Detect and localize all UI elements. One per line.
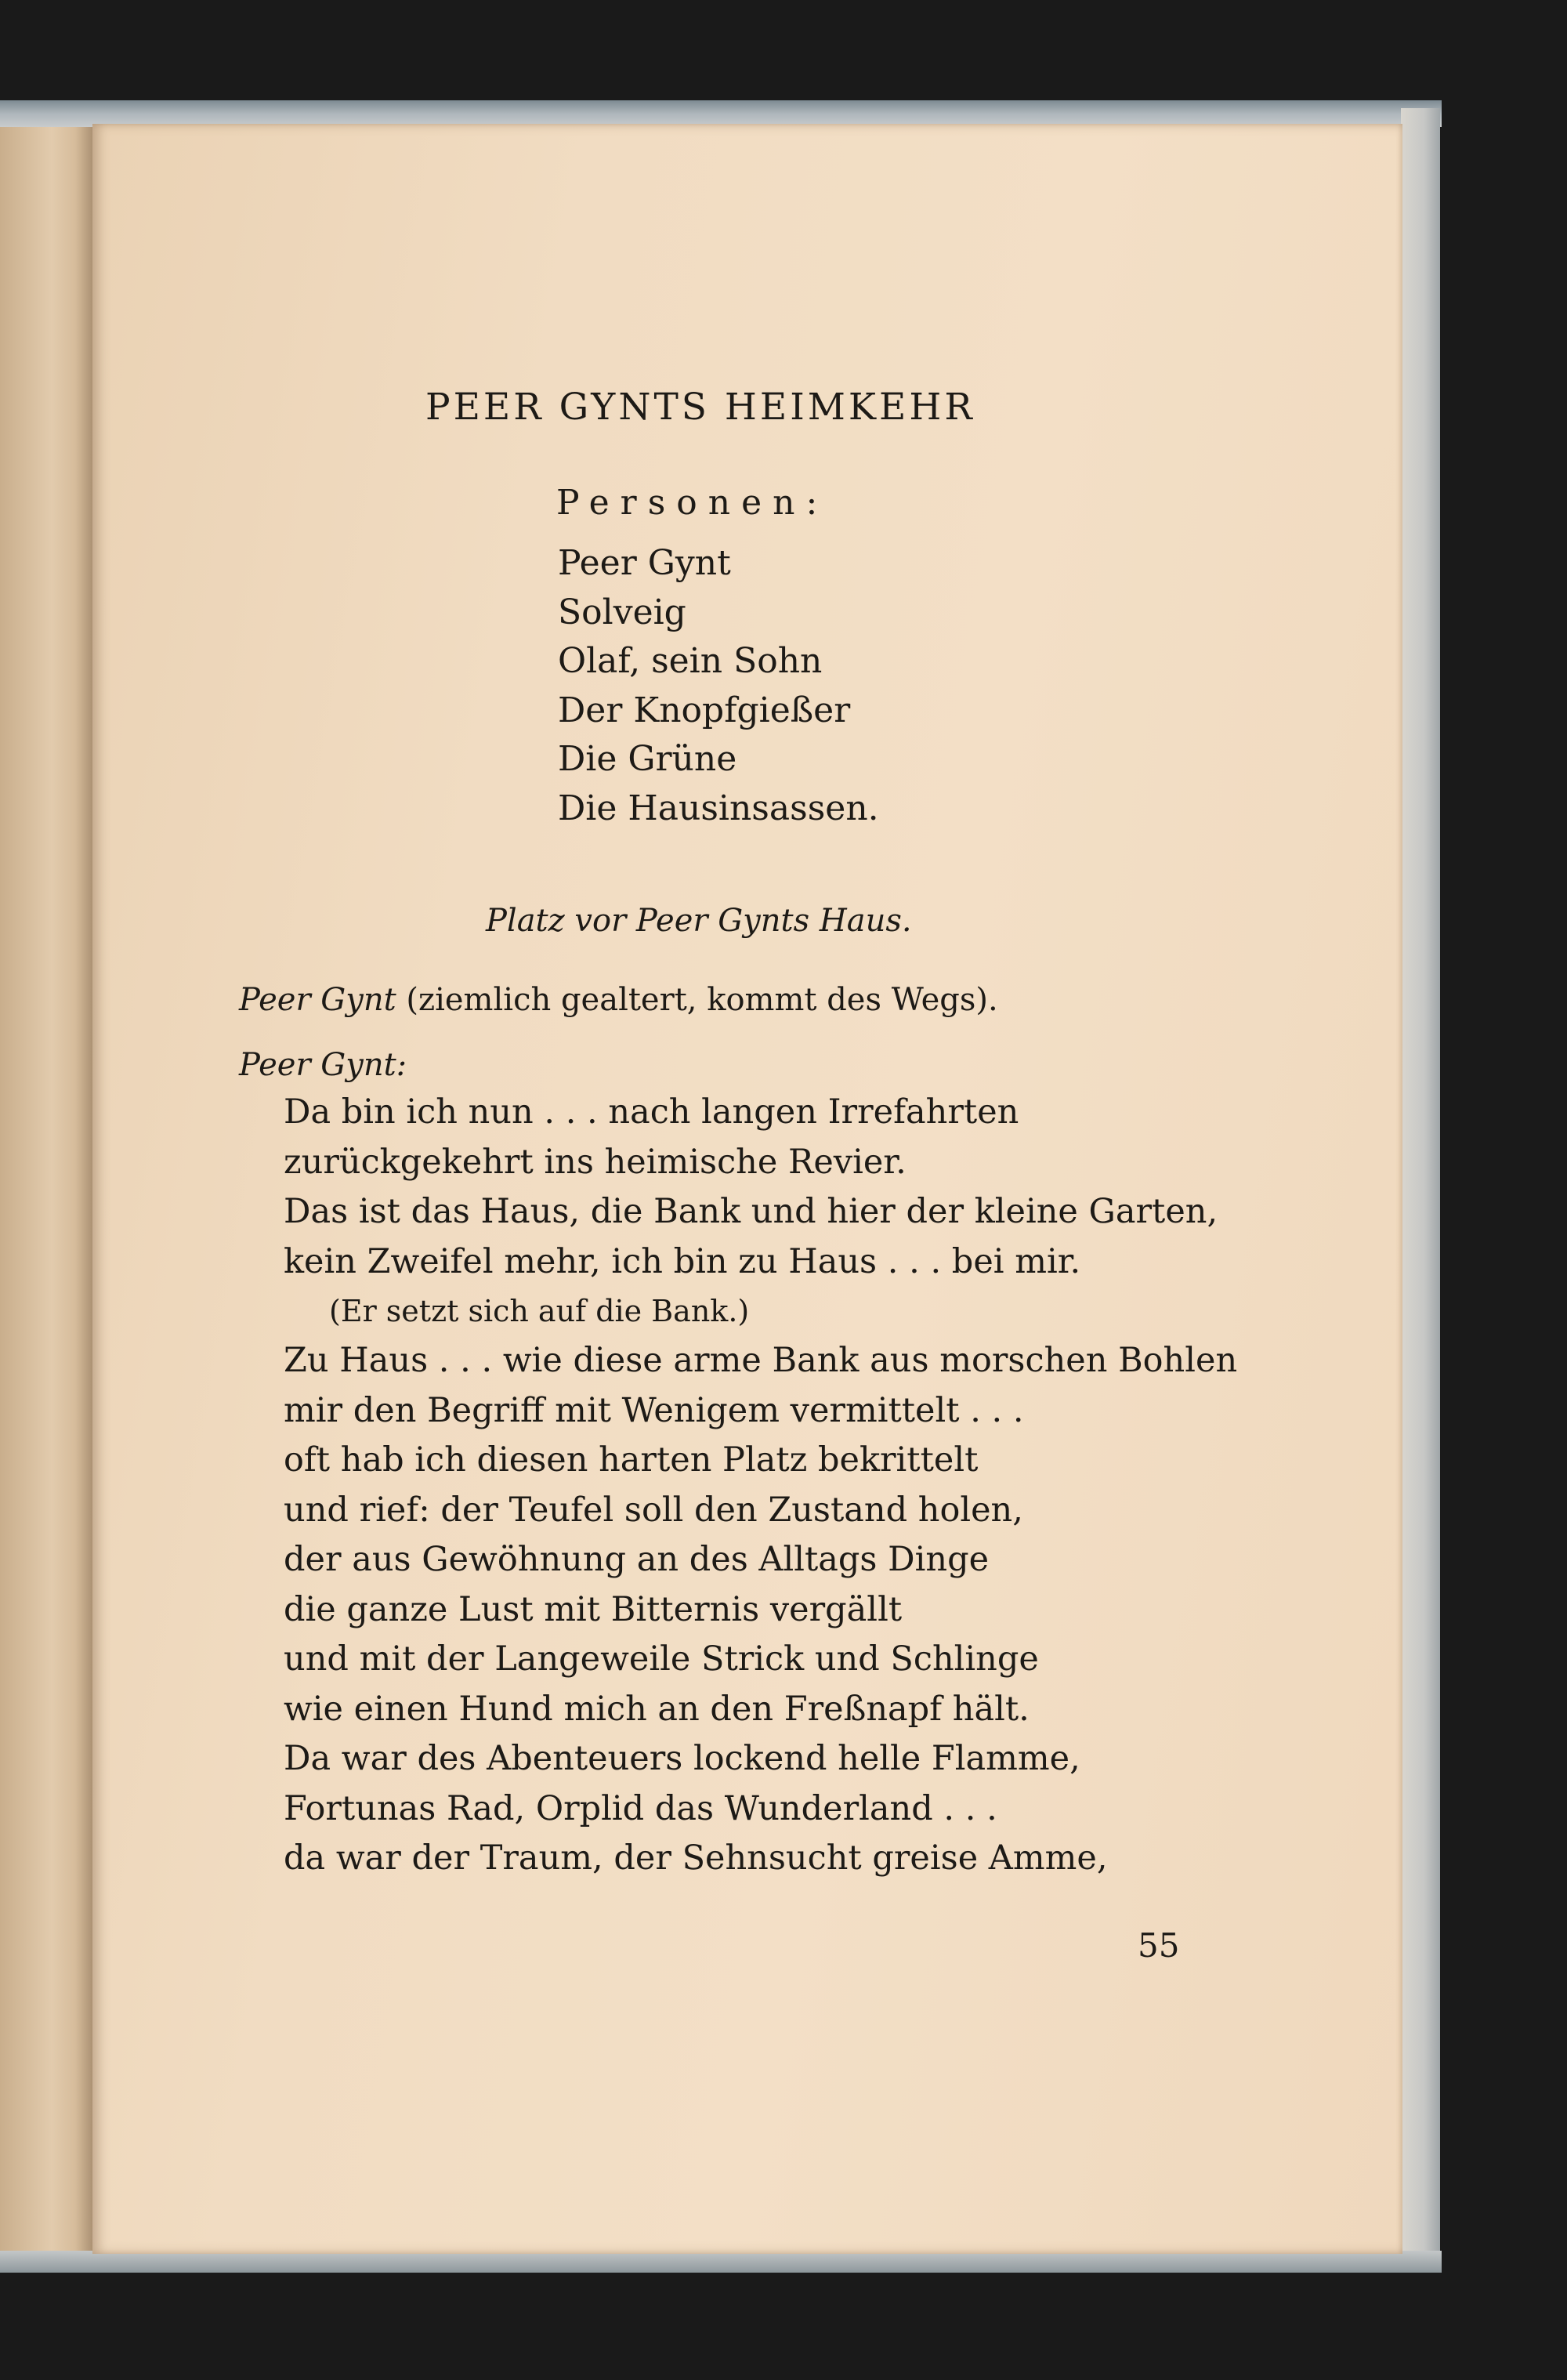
verse-line: Das ist das Haus, die Bank und hier der kleine Garten, (284, 1192, 1218, 1231)
verse-line: der aus Gewöhnung an des Alltags Dinge (284, 1540, 990, 1579)
verse-line: Fortunas Rad, Orplid das Wunderland . . . (284, 1788, 997, 1828)
cast-item: Der Knopfgießer (558, 690, 851, 730)
stage-direction (239, 982, 998, 1018)
verse-line: da war der Traum, der Sehnsucht greise Amme, (284, 1838, 1108, 1878)
scene-setting: Platz vor Peer Gynts Haus. (486, 903, 912, 939)
verse-line: zurückgekehrt ins heimische Revier. (284, 1142, 907, 1182)
verse-line: mir den Begriff mit Wenigem vermittelt . . . (284, 1390, 1024, 1430)
cast-item: Die Grüne (558, 739, 737, 779)
cast-item: Peer Gynt (558, 543, 731, 583)
right-cover-edge (1401, 108, 1440, 2273)
cast-list (558, 539, 879, 833)
verse-block-a (284, 1088, 1218, 1337)
direction-speaker: Peer Gynt (239, 982, 396, 1018)
cast-item: Solveig (558, 592, 686, 632)
inline-stage-direction: (Er setzt sich auf die Bank.) (329, 1294, 750, 1328)
cast-item: Die Hausinsassen. (558, 788, 879, 828)
verse-line: Da bin ich nun . . . nach langen Irrefahrten (284, 1092, 1019, 1132)
cast-item: Olaf, sein Sohn (558, 641, 823, 681)
verse-line: Da war des Abenteuers lockend helle Flamme, (284, 1739, 1080, 1778)
verse-line: oft hab ich diesen harten Platz bekrittelt (284, 1440, 979, 1480)
verse-line: Zu Haus . . . wie diese arme Bank aus morschen Bohlen (284, 1341, 1238, 1380)
verse-line: und rief: der Teufel soll den Zustand holen, (284, 1490, 1023, 1530)
verse-line: wie einen Hund mich an den Freßnapf hält. (284, 1689, 1030, 1729)
verse-line: kein Zweifel mehr, ich bin zu Haus . . . bei mir. (284, 1241, 1081, 1281)
speaker-label: Peer Gynt: (239, 1047, 407, 1083)
cast-heading: Personen: (556, 483, 829, 523)
verse-line: die ganze Lust mit Bitternis vergällt (284, 1589, 903, 1629)
page-title: PEER GYNTS HEIMKEHR (425, 386, 975, 429)
bottom-cover-edge (0, 2251, 1442, 2273)
verse-block-b (284, 1336, 1237, 1884)
direction-text: (ziemlich gealtert, kommt des Wegs). (396, 982, 998, 1018)
verse-line: und mit der Langeweile Strick und Schlinge (284, 1639, 1039, 1679)
left-page-edge (0, 118, 94, 2265)
page-number: 55 (1138, 1926, 1180, 1965)
top-cover-edge (0, 100, 1442, 127)
